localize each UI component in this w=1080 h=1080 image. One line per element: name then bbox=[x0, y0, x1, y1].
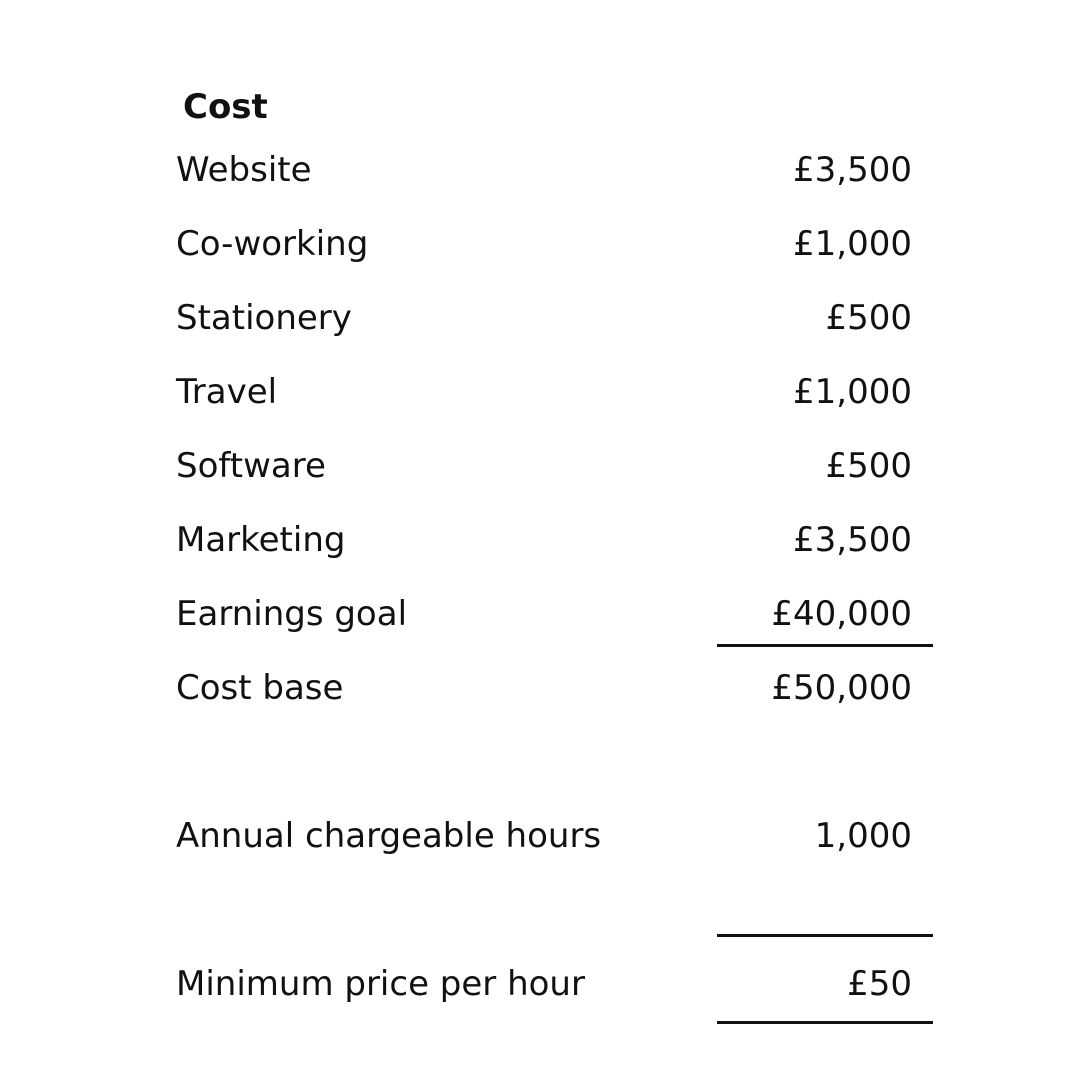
row-label: Annual chargeable hours bbox=[176, 816, 602, 856]
row-value: £50 bbox=[847, 964, 912, 1004]
row-software bbox=[176, 443, 912, 489]
subtotal-divider bbox=[717, 644, 933, 647]
row-annual-hours bbox=[176, 813, 912, 859]
row-label: Earnings goal bbox=[176, 594, 408, 634]
row-label: Minimum price per hour bbox=[176, 964, 585, 1004]
row-stationery bbox=[176, 295, 912, 341]
row-value: £40,000 bbox=[771, 594, 912, 634]
row-website bbox=[176, 147, 912, 193]
row-minimum-price bbox=[176, 961, 912, 1007]
row-value: £500 bbox=[825, 446, 912, 486]
row-label: Cost base bbox=[176, 668, 344, 708]
result-bottom-divider bbox=[717, 1021, 933, 1024]
row-cost-base bbox=[176, 665, 912, 711]
row-travel bbox=[176, 369, 912, 415]
row-label: Stationery bbox=[176, 298, 352, 338]
row-value: £3,500 bbox=[793, 150, 912, 190]
row-value: 1,000 bbox=[814, 816, 912, 856]
row-label: Marketing bbox=[176, 520, 346, 560]
row-earnings-goal bbox=[176, 591, 912, 637]
row-value: £1,000 bbox=[793, 224, 912, 264]
row-co-working bbox=[176, 221, 912, 267]
row-value: £1,000 bbox=[793, 372, 912, 412]
row-label: Travel bbox=[176, 372, 278, 412]
row-value: £500 bbox=[825, 298, 912, 338]
row-value: £3,500 bbox=[793, 520, 912, 560]
row-label: Co-working bbox=[176, 224, 369, 264]
result-top-divider bbox=[717, 934, 933, 937]
row-label: Website bbox=[176, 150, 312, 190]
row-value: £50,000 bbox=[771, 668, 912, 708]
table-title: Cost bbox=[183, 87, 268, 127]
row-marketing bbox=[176, 517, 912, 563]
row-label: Software bbox=[176, 446, 326, 486]
